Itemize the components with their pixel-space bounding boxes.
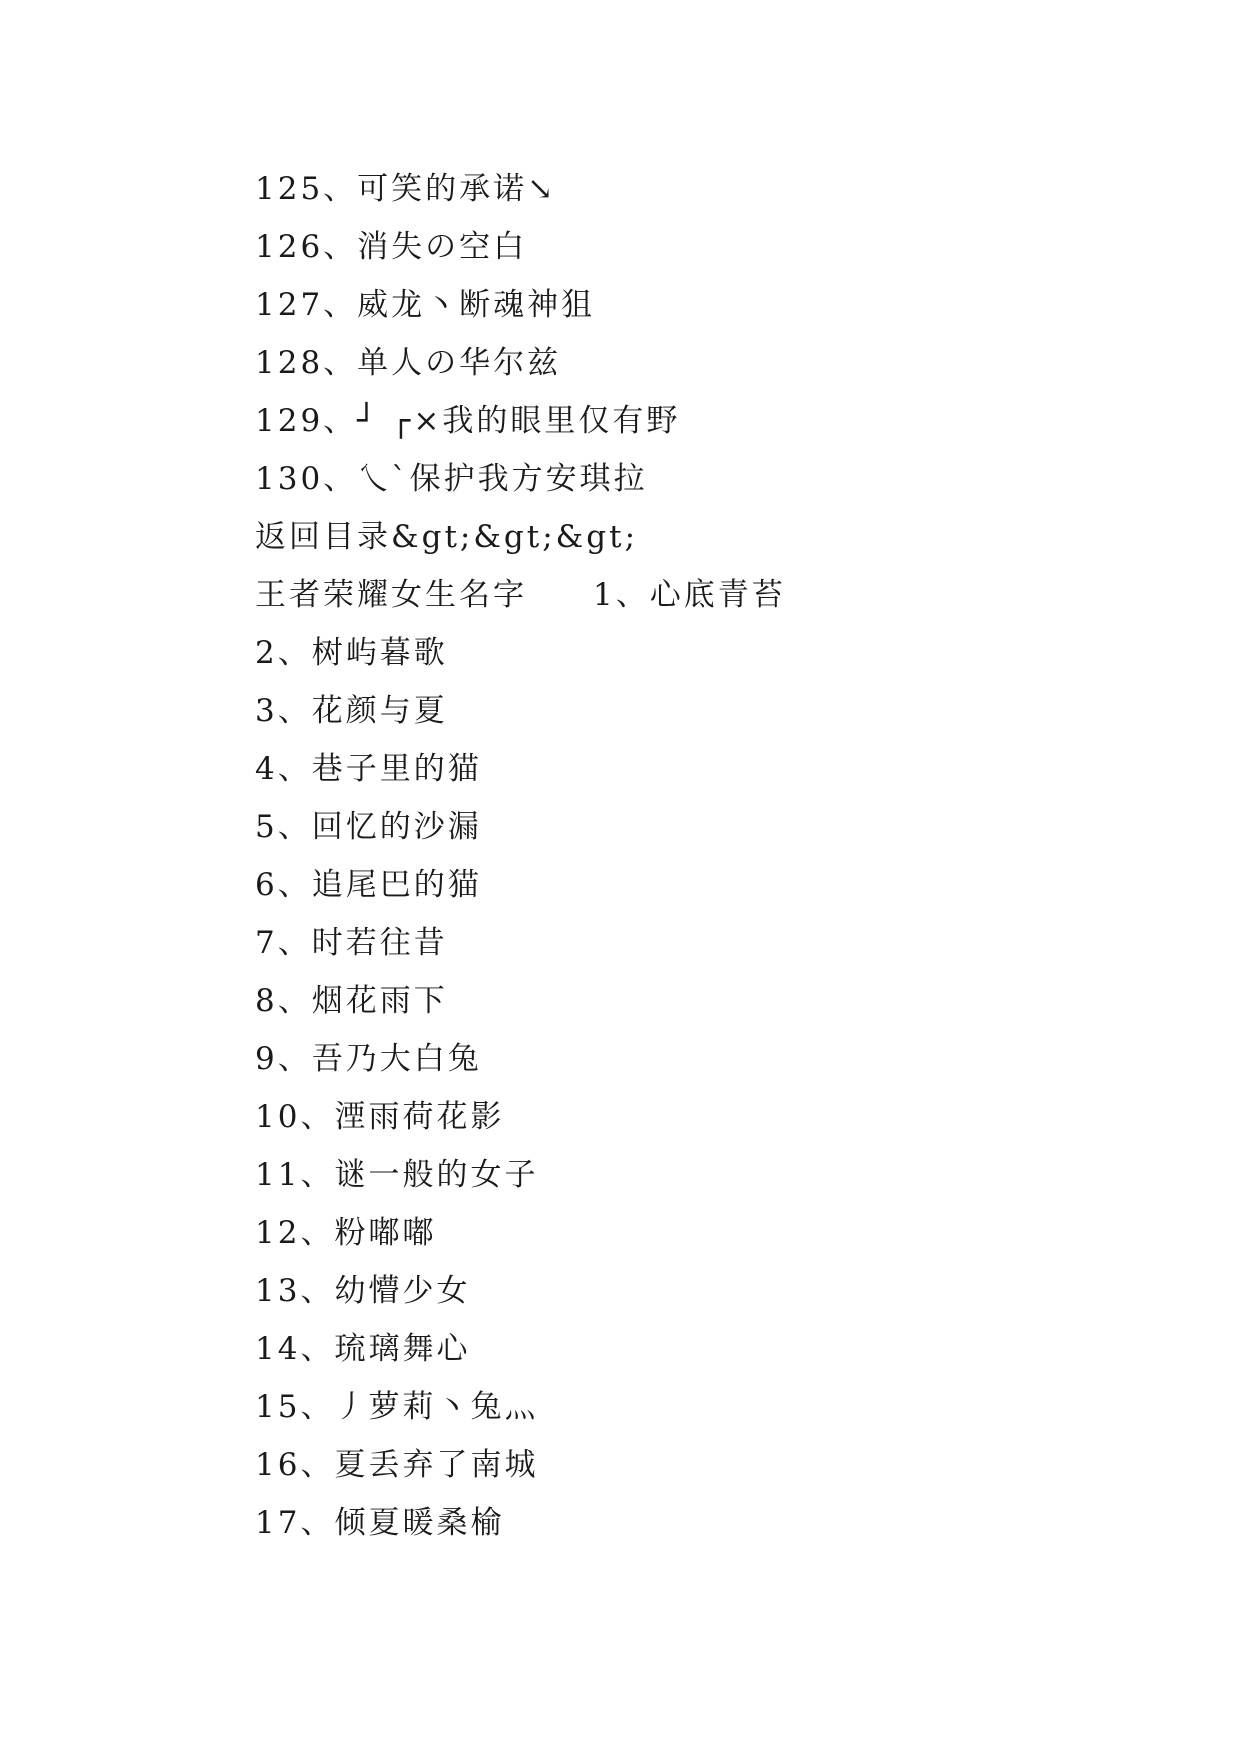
list-item: 126、消失の空白 <box>255 229 528 265</box>
section-heading-row <box>255 566 1155 624</box>
list-item: 4、巷子里的猫 <box>255 751 482 787</box>
list-item: 8、烟花雨下 <box>255 983 448 1019</box>
list-item: 16、夏丢弃了南城 <box>255 1447 539 1483</box>
back-to-toc-link[interactable]: 返回目录&gt;&gt;&gt; <box>255 519 639 555</box>
list-item: 10、湮雨荷花影 <box>255 1099 505 1135</box>
list-item: 6、追尾巴的猫 <box>255 867 482 903</box>
list-item: 1、心底青苔 <box>593 577 786 613</box>
list-item: 9、吾乃大白兔 <box>255 1041 482 1077</box>
list-item: 125、可笑的承诺↘ <box>255 171 557 207</box>
section-heading: 王者荣耀女生名字 <box>255 577 527 613</box>
list-item: 12、粉嘟嘟 <box>255 1215 437 1251</box>
list-item: 5、回忆的沙漏 <box>255 809 482 845</box>
list-item: 7、时若往昔 <box>255 925 448 961</box>
list-item: 3、花颜与夏 <box>255 693 448 729</box>
list-item: 130、乀`保护我方安琪拉 <box>255 461 648 497</box>
list-item: 15、丿萝莉丶兔灬 <box>255 1389 539 1425</box>
list-item: 2、树屿暮歌 <box>255 635 448 671</box>
list-item: 13、幼懵少女 <box>255 1273 471 1309</box>
list-item: 129、┘ ┌×我的眼里仅有野 <box>255 403 681 439</box>
list-item: 14、琉璃舞心 <box>255 1331 471 1367</box>
list-item: 127、威龙丶断魂神狙 <box>255 287 596 323</box>
list-item: 17、倾夏暖桑榆 <box>255 1505 505 1541</box>
document-body <box>255 160 1155 1552</box>
list-item: 128、单人の华尔兹 <box>255 345 562 381</box>
list-item: 11、谜一般的女子 <box>255 1157 539 1193</box>
